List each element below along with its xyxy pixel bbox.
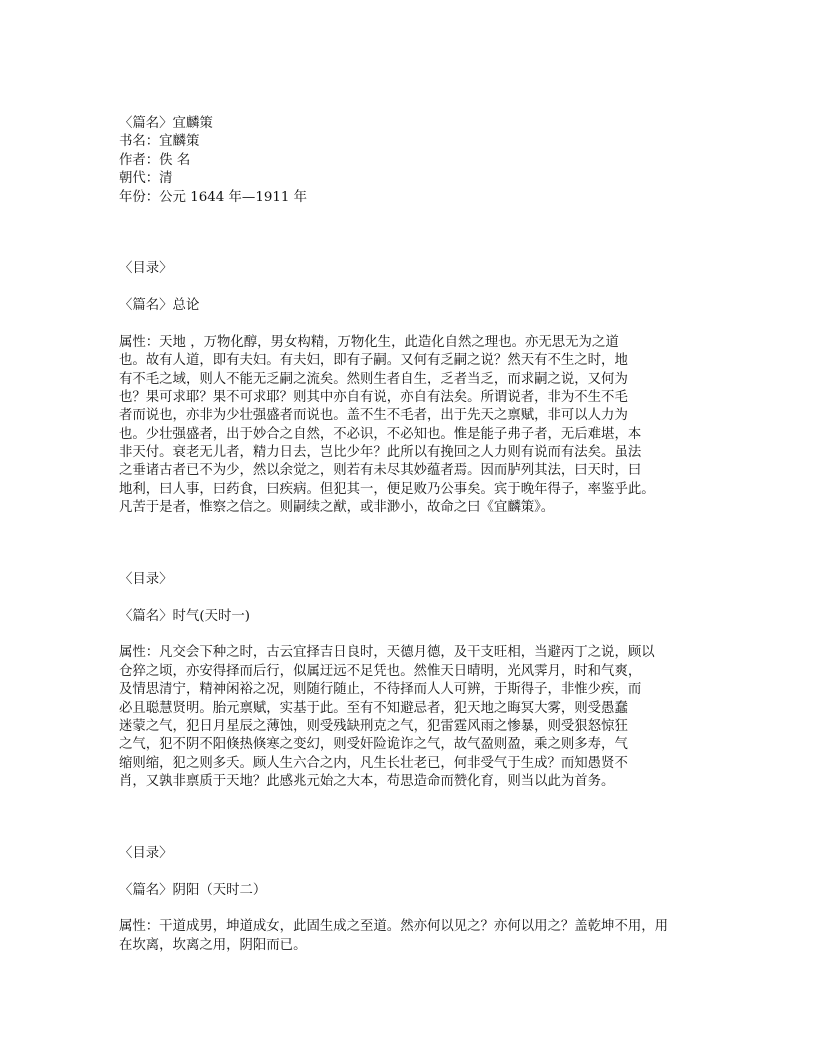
header-author: 作者：佚 名 [119,152,191,168]
body-line: 缩则缩，犯之则多夭。顾人生六合之内，凡生长壮老已，何非受气于生成？而知愚贤不 [119,755,628,771]
section-timing-qi [119,571,699,792]
spacer [119,589,699,608]
document-header [119,115,699,207]
body-line: 者而说也，亦非为少壮强盛者而说也。盖不生不毛者，出于先天之禀赋，非可以人力为 [119,408,628,424]
body-line: 也。少壮强盛者，出于妙合之自然，不必识，不必知也。惟是能子弗子者，无后难堪，本 [119,426,642,442]
body-line: 之气，犯不阴不阳倏热倏寒之变幻，则受奸险诡诈之气，故气盈则盈，乘之则多寿，气 [119,737,628,753]
body-line: 也？果可求耶？果不可求耶？则其中亦自有说，亦自有法矣。所谓说者，非为不生不毛 [119,389,628,405]
section-body [119,644,699,791]
body-line: 在坎离，坎离之用，阴阳而已。 [119,937,307,953]
section-yin-yang [119,845,699,956]
spacer [119,518,699,571]
spacer [119,900,699,918]
spacer [119,207,699,260]
section-body [119,334,699,518]
spacer [119,863,699,882]
body-line: 也。故有人道，即有夫妇。有夫妇，即有子嗣。又何有乏嗣之说？然天有不生之时，地 [119,353,628,369]
body-line: 属性：干道成男，坤道成女，此固生成之至道。然亦何以见之？亦何以用之？盖乾坤不用，用 [119,919,669,935]
toc-label: 〈目录〉 [119,571,173,587]
header-title: 〈篇名〉宜麟策 [119,116,213,131]
body-line: 属性：天地 ，万物化醇，男女构精，万物化生，此造化自然之理也。亦无思无为之道 [119,334,619,350]
section-title: 〈篇名〉总论 [119,298,200,314]
header-years: 年份：公元 1644 年—1911 年 [119,189,308,205]
body-line: 仓猝之顷，亦安得择而后行，似属迂远不足凭也。然惟天日晴明，光风霁月，时和气爽， [119,663,642,679]
section-title: 〈篇名〉时气(天时一) [119,609,250,625]
body-line: 肖，又孰非禀质于天地？此感兆元始之大本，苟思造命而赞化育，则当以此为首务。 [119,774,615,790]
document-page [119,115,699,955]
body-line: 之垂诸古者已不为少，然以余觉之，则若有未尽其妙蕴者焉。因而胪列其法，曰天时，曰 [119,463,642,479]
section-body [119,918,699,955]
body-line: 地利，曰人事，曰药食，曰疾病。但犯其一，便足败乃公事矣。宾于晚年得子，率鉴乎此。 [119,481,655,497]
spacer [119,316,699,334]
toc-label: 〈目录〉 [119,845,173,861]
section-general-theory [119,260,699,518]
header-dynasty: 朝代：清 [119,171,173,187]
header-book-name: 书名：宜麟策 [119,134,200,150]
spacer [119,792,699,845]
spacer [119,626,699,644]
body-line: 非天付。衰老无儿者，精力日去，岂比少年？此所以有挽回之人力则有说而有法矣。虽法 [119,445,642,461]
section-title: 〈篇名〉阴阳（天时二） [119,882,267,898]
toc-label: 〈目录〉 [119,260,173,276]
body-line: 及情思清宁，精神闲裕之况，则随行随止，不待择而人人可辨，于斯得子，非惟少疾，而 [119,682,642,698]
body-line: 有不毛之域，则人不能无乏嗣之流矣。然则生者自生，乏者当乏，而求嗣之说，又何为 [119,371,628,387]
body-line: 凡苦于是者，惟察之信之。则嗣续之猷，或非渺小，故命之曰《宜麟策》。 [119,500,555,516]
body-line: 必且聪慧贤明。胎元禀赋，实基于此。至有不知避忌者，犯天地之晦冥大雾，则受愚蠢 [119,700,628,716]
spacer [119,278,699,297]
body-line: 属性：凡交会下种之时，古云宜择吉日良时，天德月德，及干支旺相，当避丙丁之说，顾以 [119,645,655,661]
body-line: 迷蒙之气，犯日月星辰之薄蚀，则受残缺刑克之气，犯雷霆风雨之惨暴，则受狠怒惊狂 [119,718,628,734]
